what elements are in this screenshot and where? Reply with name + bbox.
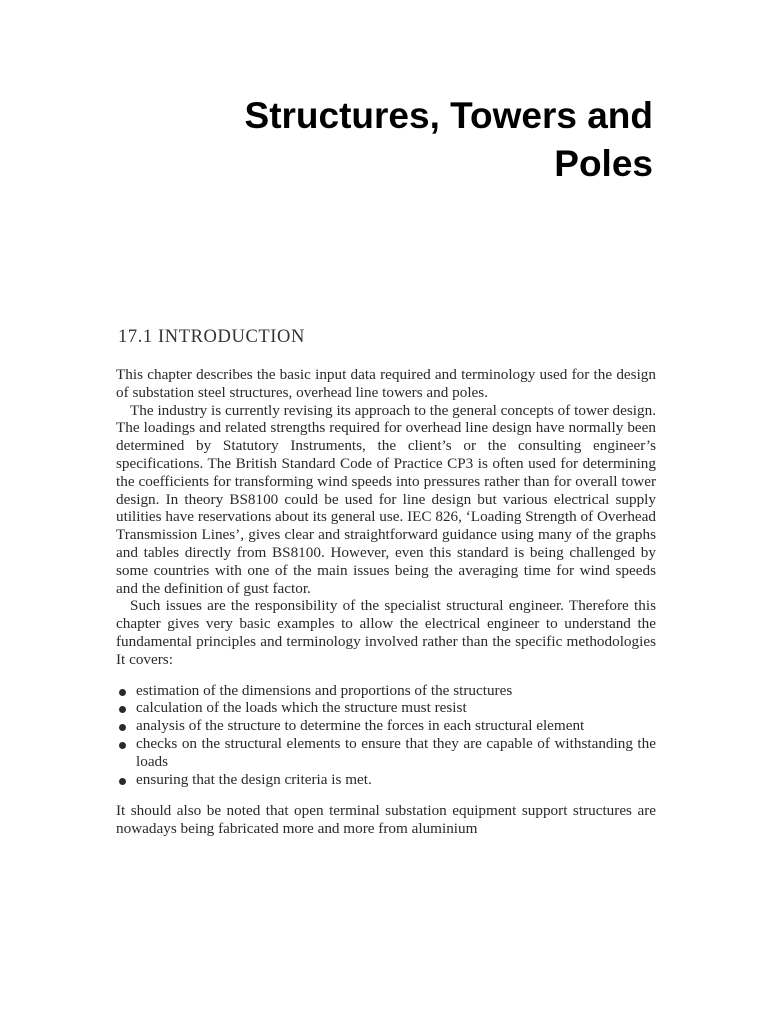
bullet-list — [116, 682, 656, 789]
bullet-text: estimation of the dimensions and proportions of the structures — [136, 681, 513, 699]
bullet-icon — [119, 724, 126, 731]
bullet-icon — [119, 778, 126, 785]
bullet-icon — [119, 706, 126, 713]
bullet-item — [116, 717, 656, 735]
paragraph-1: This chapter describes the basic input data required and terminology used for the design of substation steel structures, overhead line towers and poles. — [116, 366, 656, 401]
section-body — [116, 366, 656, 838]
bullet-text: analysis of the structure to determine the forces in each structural element — [136, 717, 585, 735]
bullet-text: checks on the structural elements to ensure that they are capable of withstanding the loads — [136, 734, 656, 770]
bullet-item — [116, 771, 656, 789]
bullet-item — [116, 682, 656, 700]
closing-paragraph: It should also be noted that open terminal substation equipment support structures are nowadays being fabricated more and more from aluminium — [116, 802, 656, 838]
paragraph-3: Such issues are the responsibility of the specialist structural engineer. Therefore this chapter gives very basic examples to allow the electrical engineer to understand the fundamental principles and terminology involved rather than the specific methodologies It covers: — [116, 597, 656, 668]
bullet-text: calculation of the loads which the structure must resist — [136, 699, 467, 717]
bullet-item — [116, 699, 656, 717]
chapter-title-line-1: Structures, Towers and — [244, 95, 653, 136]
bullet-item — [116, 735, 656, 771]
chapter-title-line-2: Poles — [554, 143, 653, 184]
paragraph-2: The industry is currently revising its approach to the general concepts of tower design. The loadings and related strengths required for overhead line design have normally been determined by Statutory Instruments, the client’s or the consulting engineer’s specifications. The British Standard Code of Practice CP3 is often used for determining the coefficients for transforming wind speeds into pressures rather than for overall tower design. In theory BS8100 could be used for line design but various electrical supply utilities have reservations about its general use. IEC 826, ‘Loading Strength of Overhead Transmission Lines’, gives clear and straightforward guidance using many of the graphs and tables directly from BS8100. However, even this standard is being challenged by some countries with one of the main issues being the averaging time for wind speeds and the definition of gust factor. — [116, 401, 656, 597]
bullet-icon — [119, 742, 126, 749]
section-heading: 17.1 INTRODUCTION — [118, 327, 305, 347]
chapter-title — [133, 92, 653, 188]
bullet-text: ensuring that the design criteria is met. — [136, 770, 372, 788]
bullet-icon — [119, 689, 126, 696]
